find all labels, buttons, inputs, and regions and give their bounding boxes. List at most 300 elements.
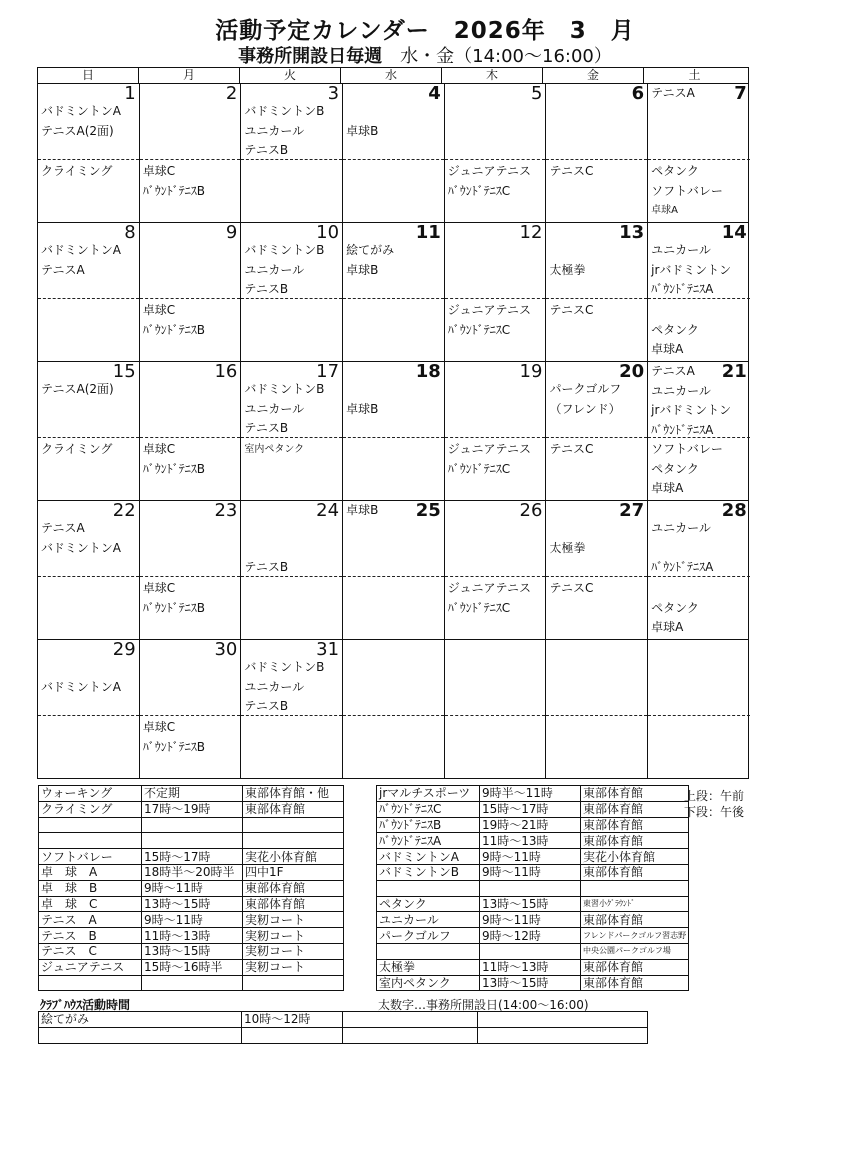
table-row xyxy=(377,959,689,975)
event-am: テニスA xyxy=(41,521,85,535)
calendar-day xyxy=(343,84,445,222)
event-pm: 卓球A xyxy=(651,481,684,495)
am-pm-divider xyxy=(648,159,750,160)
table-row xyxy=(377,896,689,912)
event-pm: ﾊﾞｳﾝﾄﾞﾃﾆｽB xyxy=(142,600,205,615)
calendar-day xyxy=(343,362,445,500)
table-cell xyxy=(478,1027,648,1043)
day-number: 28 xyxy=(721,500,747,521)
event-am: バドミントンB xyxy=(244,104,325,118)
event-am: バドミントンB xyxy=(244,382,325,396)
event-am: ユニカール xyxy=(244,401,305,416)
table-cell: 東習小ｸﾞﾗｳﾝﾄﾞ xyxy=(581,896,689,912)
pm-events xyxy=(140,162,241,201)
office-note: 太数字…事務所開設日(14:00〜16:00) xyxy=(378,998,589,1012)
table-row xyxy=(377,928,689,944)
pm-events xyxy=(445,162,546,201)
event-pm: 卓球C xyxy=(142,581,176,595)
am-events xyxy=(648,241,750,300)
table-cell: 東部体育館 xyxy=(581,912,689,928)
pm-events xyxy=(546,579,647,599)
am-events xyxy=(38,102,139,141)
event-pm: ﾊﾞｳﾝﾄﾞﾃﾆｽC xyxy=(447,600,511,615)
event-pm: ﾊﾞｳﾝﾄﾞﾃﾆｽC xyxy=(447,183,511,198)
event-pm: テニスC xyxy=(549,164,594,178)
am-events xyxy=(38,658,139,697)
event-am xyxy=(546,519,647,539)
table-cell: 卓 球 C xyxy=(39,896,142,912)
pm-events xyxy=(140,579,241,618)
event-pm: クライミング xyxy=(41,164,113,178)
calendar-day xyxy=(445,640,547,778)
table-cell xyxy=(39,817,142,833)
event-am: 卓球B xyxy=(346,123,379,138)
event-pm: ﾊﾞｳﾝﾄﾞﾃﾆｽC xyxy=(447,322,511,337)
event-pm: ソフトバレー xyxy=(651,183,723,198)
table-cell: テニス A xyxy=(39,912,142,928)
event-am: バドミントンB xyxy=(244,243,325,257)
table-row xyxy=(377,943,689,959)
legend-pm: 下段：午後 xyxy=(684,805,745,819)
day-number: 2 xyxy=(225,83,238,104)
am-pm-divider xyxy=(343,576,444,577)
event-am: バドミントンB xyxy=(244,660,325,674)
pm-events xyxy=(241,440,342,460)
subtitle-days: 水・金（14:00〜16:00） xyxy=(400,46,612,67)
table-row xyxy=(377,833,689,849)
table-cell xyxy=(39,975,142,991)
am-pm-divider xyxy=(38,715,139,716)
day-number: 30 xyxy=(214,639,238,660)
event-am: テニスB xyxy=(244,699,289,713)
event-pm: ﾊﾞｳﾝﾄﾞﾃﾆｽB xyxy=(142,739,205,754)
calendar-day xyxy=(241,640,343,778)
event-am: 卓球B xyxy=(346,262,379,277)
table-cell: 太極拳 xyxy=(377,959,480,975)
table-cell: 9時〜12時 xyxy=(480,928,581,944)
calendar-week xyxy=(37,501,749,640)
table-cell: 19時〜21時 xyxy=(480,817,581,833)
calendar-week xyxy=(37,362,749,501)
event-am: ユニカール xyxy=(651,521,711,535)
weekday-6: 土 xyxy=(688,68,701,82)
table-row xyxy=(39,1012,648,1028)
calendar-week xyxy=(37,223,749,362)
table-row xyxy=(39,896,344,912)
calendar-day xyxy=(241,223,343,361)
weekday-header xyxy=(37,67,749,84)
day-number: 7 xyxy=(734,83,747,104)
schedule-table-right xyxy=(376,785,689,991)
event-am: 絵てがみ xyxy=(346,243,395,257)
am-events xyxy=(648,519,750,578)
am-events xyxy=(241,102,342,161)
event-am xyxy=(343,380,444,400)
event-am xyxy=(241,519,342,539)
event-am: ユニカール xyxy=(244,123,305,138)
table-cell: 15時〜16時半 xyxy=(142,959,243,975)
event-pm: 卓球A xyxy=(651,342,684,356)
event-pm: ﾊﾞｳﾝﾄﾞﾃﾆｽB xyxy=(142,461,205,476)
am-pm-divider xyxy=(648,437,750,438)
table-row xyxy=(39,833,344,849)
day-number: 24 xyxy=(316,500,340,521)
am-events xyxy=(38,519,139,558)
table-row xyxy=(377,849,689,865)
table-row xyxy=(377,880,689,896)
table-cell: 9時〜11時 xyxy=(142,912,243,928)
table-cell: バドミントンA xyxy=(377,849,480,865)
table-row xyxy=(377,864,689,880)
table-cell: ペタンク xyxy=(377,896,480,912)
table-cell: ジュニアテニス xyxy=(39,959,142,975)
am-pm-divider xyxy=(445,576,546,577)
am-events xyxy=(241,519,342,578)
am-pm-divider xyxy=(241,715,342,716)
table-cell: 絵てがみ xyxy=(39,1012,242,1028)
event-am: テニスA(2面) xyxy=(41,123,114,138)
am-pm-divider xyxy=(343,715,444,716)
table-cell: ユニカール xyxy=(377,912,480,928)
table-cell xyxy=(377,943,480,959)
table-row xyxy=(39,801,344,817)
calendar-day xyxy=(343,640,445,778)
pm-events xyxy=(546,440,647,460)
table-cell: フレンドパークゴルフ習志野 xyxy=(581,928,689,944)
table-cell: 15時〜17時 xyxy=(142,849,243,865)
am-pm-divider xyxy=(241,159,342,160)
event-am xyxy=(343,102,444,122)
table-cell: 9時〜11時 xyxy=(142,880,243,896)
table-cell: 11時〜13時 xyxy=(480,833,581,849)
table-cell: 実花小体育館 xyxy=(243,849,344,865)
weekday-0: 日 xyxy=(38,68,139,83)
event-am xyxy=(648,539,750,559)
am-pm-divider xyxy=(546,159,647,160)
calendar-day xyxy=(140,640,242,778)
am-pm-divider xyxy=(445,298,546,299)
am-pm-divider xyxy=(648,576,750,577)
event-am: テニスB xyxy=(244,143,289,157)
table-cell: バドミントンB xyxy=(377,864,480,880)
event-am: テニスB xyxy=(244,421,289,435)
table-cell: 卓 球 A xyxy=(39,864,142,880)
table-row xyxy=(39,880,344,896)
event-pm: テニスC xyxy=(549,303,594,317)
table-cell: 11時〜13時 xyxy=(480,959,581,975)
table-cell xyxy=(39,833,142,849)
am-pm-divider xyxy=(648,715,750,716)
weekday-3: 水 xyxy=(341,68,442,83)
table-cell xyxy=(343,1027,478,1043)
event-am: （フレンド） xyxy=(549,401,621,416)
day-number: 22 xyxy=(112,500,136,521)
pm-events xyxy=(140,718,241,757)
table-cell xyxy=(243,817,344,833)
pm-events xyxy=(648,301,750,360)
table-cell: 四中1F xyxy=(243,864,344,880)
calendar-day xyxy=(140,84,242,222)
day-number: 18 xyxy=(415,361,441,382)
event-am: テニスB xyxy=(244,560,289,574)
day-number: 1 xyxy=(124,83,136,104)
event-am: ユニカール xyxy=(651,383,711,398)
event-pm: ペタンク xyxy=(651,600,699,615)
table-cell: ウォーキング xyxy=(39,786,142,802)
table-cell: テニス C xyxy=(39,943,142,959)
am-pm-divider xyxy=(445,437,546,438)
table-cell: 中央公園パークゴルフ場 xyxy=(581,943,689,959)
table-cell: 10時〜12時 xyxy=(242,1012,343,1028)
subtitle-main: 事務所開設日毎週 xyxy=(238,46,401,67)
calendar-day xyxy=(241,501,343,639)
table-cell: 東部体育館 xyxy=(581,801,689,817)
event-am: ユニカール xyxy=(244,262,305,277)
pm-events xyxy=(546,162,647,182)
am-pm-divider xyxy=(343,159,444,160)
table-cell: 実籾コート xyxy=(243,943,344,959)
table-cell: 実花小体育館 xyxy=(581,849,689,865)
am-pm-divider xyxy=(140,576,241,577)
table-row xyxy=(39,975,344,991)
calendar xyxy=(37,67,749,779)
table-cell: 9時〜11時 xyxy=(480,849,581,865)
weekday-4: 木 xyxy=(442,68,543,83)
table-row xyxy=(39,849,344,865)
event-pm: 卓球C xyxy=(142,164,176,178)
table-cell: 9時〜11時 xyxy=(480,864,581,880)
event-am: jrバドミントン xyxy=(651,262,732,277)
event-am: 太極拳 xyxy=(549,262,586,277)
calendar-day xyxy=(648,501,750,639)
event-pm: ソフトバレー xyxy=(651,442,723,456)
event-am xyxy=(38,658,139,678)
event-pm xyxy=(648,579,750,599)
table-cell: ソフトバレー xyxy=(39,849,142,865)
event-am: 卓球B xyxy=(346,503,379,517)
event-am xyxy=(546,241,647,261)
table-row xyxy=(39,864,344,880)
club-table xyxy=(38,1011,648,1044)
event-am: テニスA xyxy=(651,86,695,100)
event-pm: ペタンク xyxy=(651,461,699,476)
table-cell: 13時〜15時 xyxy=(142,896,243,912)
event-am: バドミントンA xyxy=(41,540,121,555)
table-cell: 実籾コート xyxy=(243,928,344,944)
day-number: 3 xyxy=(327,83,340,104)
am-pm-divider xyxy=(140,715,241,716)
am-pm-divider xyxy=(546,715,647,716)
table-cell: 東部体育館 xyxy=(581,959,689,975)
event-am: バドミントンA xyxy=(41,243,121,257)
table-cell xyxy=(377,880,480,896)
am-pm-divider xyxy=(546,437,647,438)
event-am: パークゴルフ xyxy=(549,382,622,396)
table-cell: テニス B xyxy=(39,928,142,944)
table-cell xyxy=(39,1027,242,1043)
event-pm xyxy=(648,301,750,321)
table-cell: 室内ペタンク xyxy=(377,975,480,991)
table-cell xyxy=(142,817,243,833)
calendar-week xyxy=(37,84,749,223)
day-number: 15 xyxy=(112,361,136,382)
event-pm: ﾊﾞｳﾝﾄﾞﾃﾆｽC xyxy=(447,461,511,476)
table-cell: 11時〜13時 xyxy=(142,928,243,944)
table-cell: 9時半〜11時 xyxy=(480,786,581,802)
calendar-day xyxy=(648,362,750,500)
event-am: ﾊﾞｳﾝﾄﾞﾃﾆｽA xyxy=(651,282,714,296)
day-number: 9 xyxy=(225,222,238,243)
table-cell: 不定期 xyxy=(142,786,243,802)
calendar-day xyxy=(38,501,140,639)
table-cell: ﾊﾞｳﾝﾄﾞﾃﾆｽC xyxy=(377,801,480,817)
am-pm-divider xyxy=(343,298,444,299)
am-pm-divider xyxy=(38,159,139,160)
pm-events xyxy=(140,301,241,340)
club-title: ｸﾗﾌﾞﾊｳｽ活動時間 xyxy=(40,998,131,1012)
table-cell xyxy=(142,975,243,991)
calendar-day xyxy=(241,84,343,222)
weekday-2: 火 xyxy=(240,68,341,83)
table-cell: 東部体育館 xyxy=(243,880,344,896)
calendar-day xyxy=(445,362,547,500)
event-am: ﾊﾞｳﾝﾄﾞﾃﾆｽA xyxy=(651,422,714,437)
table-cell xyxy=(243,975,344,991)
event-pm: ジュニアテニス xyxy=(447,581,532,595)
am-pm-divider xyxy=(546,576,647,577)
calendar-day xyxy=(445,223,547,361)
event-pm: ﾊﾞｳﾝﾄﾞﾃﾆｽB xyxy=(142,183,205,198)
am-pm-divider xyxy=(140,159,241,160)
table-row xyxy=(377,817,689,833)
table-row xyxy=(377,801,689,817)
event-am: テニスA(2面) xyxy=(41,382,114,396)
calendar-day xyxy=(140,223,242,361)
calendar-day xyxy=(343,223,445,361)
am-pm-divider xyxy=(38,437,139,438)
event-pm: 卓球C xyxy=(142,303,176,317)
pm-events xyxy=(648,579,750,638)
am-events xyxy=(343,501,444,521)
calendar-day xyxy=(38,84,140,222)
am-pm-divider xyxy=(38,576,139,577)
day-number: 26 xyxy=(519,500,543,521)
day-number: 11 xyxy=(415,222,441,243)
table-cell xyxy=(243,833,344,849)
day-number: 17 xyxy=(316,361,340,382)
day-number: 6 xyxy=(631,83,645,104)
table-row xyxy=(39,943,344,959)
table-row xyxy=(39,786,344,802)
table-cell xyxy=(242,1027,343,1043)
event-am: バドミントンA xyxy=(41,679,121,694)
event-pm: 卓球A xyxy=(651,620,684,634)
calendar-day xyxy=(546,223,648,361)
event-am: jrバドミントン xyxy=(651,403,732,417)
day-number: 29 xyxy=(112,639,136,660)
table-cell xyxy=(343,1012,478,1028)
table-cell: 東部体育館 xyxy=(581,786,689,802)
am-events xyxy=(38,241,139,280)
day-number: 13 xyxy=(619,222,645,243)
calendar-day xyxy=(241,362,343,500)
table-cell: 17時〜19時 xyxy=(142,801,243,817)
day-number: 19 xyxy=(519,361,543,382)
calendar-day xyxy=(445,84,547,222)
day-number: 10 xyxy=(316,222,340,243)
day-number: 16 xyxy=(214,361,238,382)
table-cell xyxy=(581,880,689,896)
event-pm: テニスC xyxy=(549,581,594,595)
event-am: テニスA xyxy=(651,364,695,378)
am-events xyxy=(343,102,444,141)
am-pm-divider xyxy=(241,298,342,299)
calendar-day xyxy=(648,640,750,778)
event-am: 太極拳 xyxy=(549,540,586,555)
page-title: 活動予定カレンダー 2026年 3 月 xyxy=(215,18,635,44)
day-number: 5 xyxy=(530,83,543,104)
event-am: ユニカール xyxy=(244,679,305,694)
calendar-day xyxy=(546,640,648,778)
event-pm: 卓球A xyxy=(651,205,678,216)
pm-events xyxy=(445,301,546,340)
event-am: ユニカール xyxy=(651,243,711,257)
table-cell: 卓 球 B xyxy=(39,880,142,896)
day-number: 31 xyxy=(316,639,340,660)
table-cell: 東部体育館 xyxy=(581,864,689,880)
event-pm: クライミング xyxy=(41,442,113,456)
table-cell: 13時〜15時 xyxy=(480,975,581,991)
calendar-week xyxy=(37,640,749,779)
pm-events xyxy=(445,579,546,618)
table-cell: 9時〜11時 xyxy=(480,912,581,928)
day-number: 27 xyxy=(619,500,645,521)
calendar-day xyxy=(38,640,140,778)
table-row xyxy=(39,1027,648,1043)
table-cell xyxy=(478,1012,648,1028)
calendar-day xyxy=(38,223,140,361)
day-number: 12 xyxy=(519,222,543,243)
table-cell: パークゴルフ xyxy=(377,928,480,944)
calendar-day xyxy=(648,84,750,222)
table-cell: 東部体育館 xyxy=(243,896,344,912)
am-events xyxy=(648,362,750,440)
table-row xyxy=(377,912,689,928)
day-number: 25 xyxy=(415,500,441,521)
pm-events xyxy=(140,440,241,479)
pm-events xyxy=(445,440,546,479)
table-cell: 18時半〜20時半 xyxy=(142,864,243,880)
table-row xyxy=(39,959,344,975)
table-cell: jrマルチスポーツ xyxy=(377,786,480,802)
pm-events xyxy=(38,162,139,182)
calendar-day xyxy=(140,362,242,500)
calendar-day xyxy=(343,501,445,639)
table-row xyxy=(39,817,344,833)
table-cell: クライミング xyxy=(39,801,142,817)
table-row xyxy=(377,786,689,802)
am-events xyxy=(546,380,647,419)
calendar-day xyxy=(445,501,547,639)
event-pm: ペタンク xyxy=(651,164,699,178)
table-cell xyxy=(480,880,581,896)
am-pm-divider xyxy=(140,298,241,299)
day-number: 21 xyxy=(721,361,747,382)
day-number: 20 xyxy=(619,361,645,382)
table-cell xyxy=(480,943,581,959)
event-pm: ジュニアテニス xyxy=(447,303,532,317)
weekday-5: 金 xyxy=(543,68,644,83)
